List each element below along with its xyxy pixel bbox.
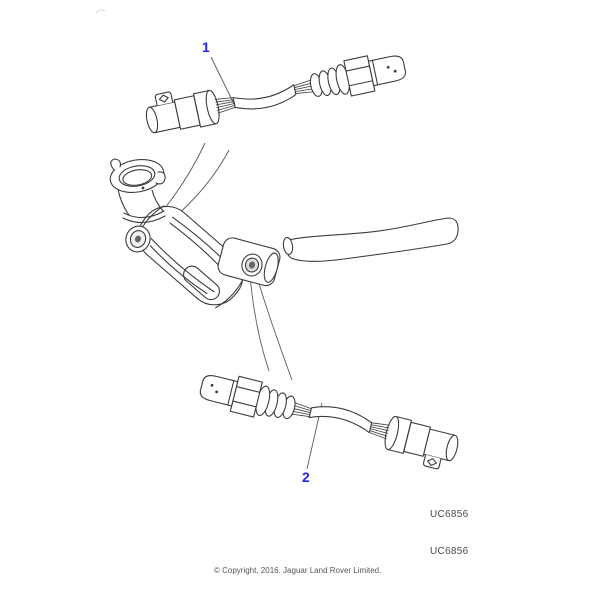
leader-line-boss-to-sensor2-a [250,275,269,371]
figure-code-upper: UC6856 [430,509,469,520]
oxygen-sensor-2-drawing[interactable] [196,368,461,472]
flange-bolt-hole [142,187,145,190]
intermediate-exhaust-pipe [286,218,458,261]
copyright-notice: © Copyright, 2016. Jaguar Land Rover Limited. [214,566,382,575]
oxygen-sensor-1-drawing[interactable] [142,43,408,139]
inlet-neck [118,189,129,215]
figure-code-lower: UC6856 [430,546,469,557]
stray-print-mark [96,10,105,13]
catalytic-converter-downpipe-drawing [108,156,458,316]
leader-line-boss-to-sensor2-b [257,277,292,380]
callout-number-2[interactable]: 2 [302,469,310,485]
callout-number-1[interactable]: 1 [202,39,210,55]
